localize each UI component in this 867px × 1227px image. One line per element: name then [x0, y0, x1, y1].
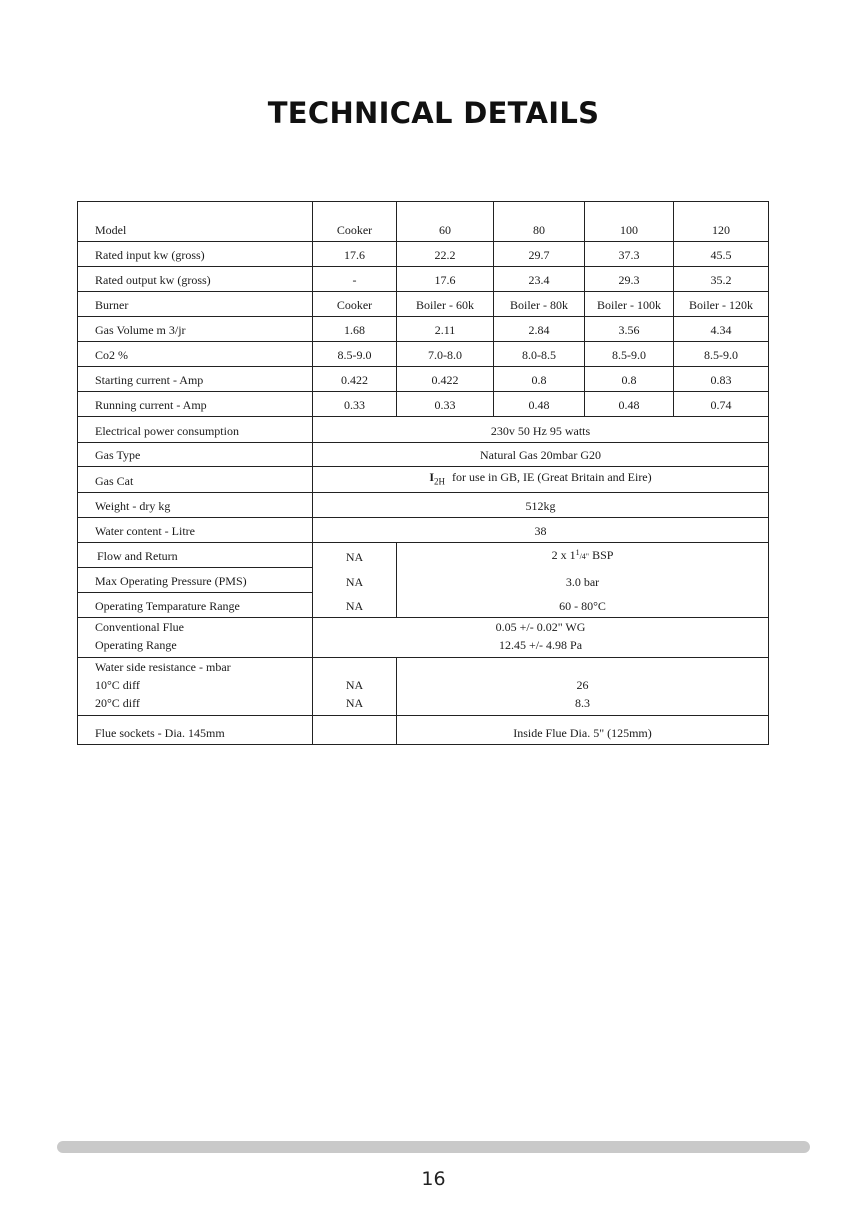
table-row: [78, 392, 769, 417]
table-cell: Boiler - 120k: [674, 292, 769, 317]
table-cell: Inside Flue Dia. 5" (125mm): [397, 716, 769, 745]
table-cell: 26 8.3: [397, 658, 769, 716]
table-cell: 35.2: [674, 267, 769, 292]
row-label: Flue sockets - Dia. 145mm: [78, 716, 313, 745]
row-label: Water content - Litre: [78, 518, 313, 543]
table-cell: 0.83: [674, 367, 769, 392]
table-cell: Boiler - 60k: [397, 292, 494, 317]
table-cell: Boiler - 100k: [585, 292, 674, 317]
table-cell: 0.48: [494, 392, 585, 417]
table-row: [78, 367, 769, 392]
table-row: [78, 658, 769, 716]
table-cell: 8.5-9.0: [585, 342, 674, 367]
table-cell: NA: [313, 568, 397, 593]
row-label: Rated input kw (gross): [78, 242, 313, 267]
table-cell: -: [313, 267, 397, 292]
table-row: [78, 493, 769, 518]
table-cell: 2.11: [397, 317, 494, 342]
table-row: [78, 543, 769, 568]
table-row: [78, 443, 769, 467]
table-cell: 8.5-9.0: [674, 342, 769, 367]
row-label: Burner: [78, 292, 313, 317]
table-row: [78, 593, 769, 618]
table-cell: 22.2: [397, 242, 494, 267]
table-cell: 45.5: [674, 242, 769, 267]
table-cell: 8.5-9.0: [313, 342, 397, 367]
row-label: Starting current - Amp: [78, 367, 313, 392]
header-cell: 60: [397, 202, 494, 242]
table-row: [78, 518, 769, 543]
footer-divider: [57, 1141, 810, 1153]
page-title: TECHNICAL DETAILS: [267, 96, 600, 130]
table-cell: 0.422: [313, 367, 397, 392]
table-cell: Cooker: [313, 292, 397, 317]
table-cell: 0.8: [494, 367, 585, 392]
table-row: [78, 342, 769, 367]
page-number: 16: [421, 1168, 446, 1190]
table-cell: 2 x $1^1/4$" BSP: [397, 543, 769, 568]
technical-details-table: [77, 201, 769, 745]
table-cell: 4.34: [674, 317, 769, 342]
table-cell: 3.56: [585, 317, 674, 342]
row-label: Electrical power consumption: [78, 417, 313, 443]
table-cell: 29.3: [585, 267, 674, 292]
table-cell: 38: [313, 518, 769, 543]
row-label: Gas Cat: [78, 467, 313, 493]
gas-cat-cell: [313, 467, 769, 493]
table-cell: 7.0-8.0: [397, 342, 494, 367]
row-label: Max Operating Pressure (PMS): [78, 568, 313, 593]
table-cell: 0.8: [585, 367, 674, 392]
table-cell: 1.68: [313, 317, 397, 342]
table-cell: Boiler - 80k: [494, 292, 585, 317]
table-cell: Natural Gas 20mbar G20: [313, 443, 769, 467]
table-cell: 0.422: [397, 367, 494, 392]
table-row-model: [78, 202, 769, 242]
header-cell: 120: [674, 202, 769, 242]
table-cell: 512kg: [313, 493, 769, 518]
table-row: [78, 467, 769, 493]
row-label: Water side resistance - mbar 10°C diff 20°C diff: [78, 658, 313, 716]
row-label: Weight - dry kg: [78, 493, 313, 518]
table-row: [78, 267, 769, 292]
table-row: [78, 618, 769, 658]
table-cell: 0.33: [313, 392, 397, 417]
table-cell: 0.48: [585, 392, 674, 417]
row-label: Rated output kw (gross): [78, 267, 313, 292]
table-cell: 60 - 80°C: [397, 593, 769, 618]
header-cell: Cooker: [313, 202, 397, 242]
gas-cat-text: for use in GB, IE (Great Britain and Eire): [452, 469, 652, 484]
table-row: [78, 242, 769, 267]
row-label: Gas Type: [78, 443, 313, 467]
table-cell: 0.33: [397, 392, 494, 417]
table-cell: 23.4: [494, 267, 585, 292]
table-cell: NA: [313, 593, 397, 618]
table-cell: 17.6: [313, 242, 397, 267]
table-cell: 29.7: [494, 242, 585, 267]
table-cell: 0.05 +/- 0.02" WG 12.45 +/- 4.98 Pa: [313, 618, 769, 658]
row-label: Model: [78, 202, 313, 242]
table-cell: 3.0 bar: [397, 568, 769, 593]
header-cell: 100: [585, 202, 674, 242]
table-cell: NA NA: [313, 658, 397, 716]
table-row: [78, 568, 769, 593]
table-row: [78, 317, 769, 342]
table-cell: 37.3: [585, 242, 674, 267]
header-cell: 80: [494, 202, 585, 242]
table-cell: 8.0-8.5: [494, 342, 585, 367]
table-cell: 2.84: [494, 317, 585, 342]
gas-category-symbol: $I_{2H}$: [429, 469, 446, 486]
row-label: Gas Volume m 3/jr: [78, 317, 313, 342]
table-row: [78, 417, 769, 443]
table-cell: 17.6: [397, 267, 494, 292]
table-cell: [313, 716, 397, 745]
table-row: [78, 716, 769, 745]
table-row: [78, 292, 769, 317]
row-label: Operating Temparature Range: [78, 593, 313, 618]
table-cell: 230v 50 Hz 95 watts: [313, 417, 769, 443]
row-label: Conventional Flue Operating Range: [78, 618, 313, 658]
row-label: Co2 %: [78, 342, 313, 367]
table-cell: NA: [313, 543, 397, 568]
table-cell: 0.74: [674, 392, 769, 417]
row-label: Running current - Amp: [78, 392, 313, 417]
row-label: Flow and Return: [78, 543, 313, 568]
